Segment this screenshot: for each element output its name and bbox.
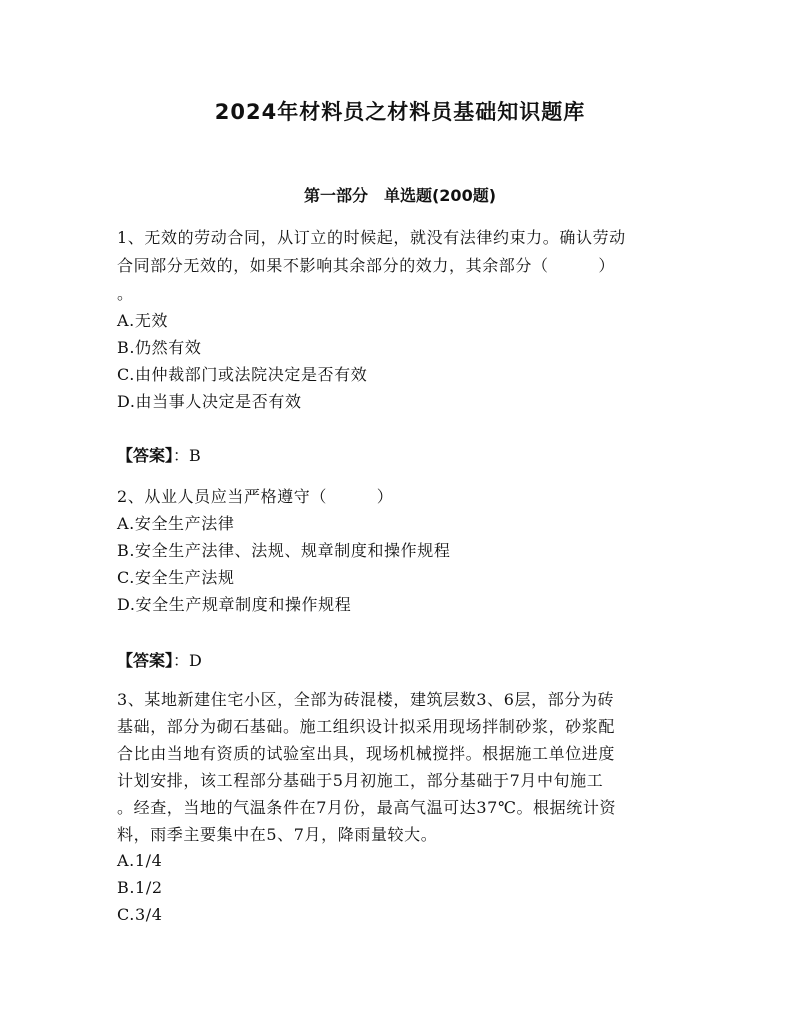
question-1-option-b: B.仍然有效 <box>117 338 202 357</box>
question-3-stem-line: 3、某地新建住宅小区，全部为砖混楼，建筑层数3、6层，部分为砖 <box>117 690 615 709</box>
document-title: 2024年材料员之材料员基础知识题库 <box>214 100 586 124</box>
question-3-stem-line: 合比由当地有资质的试验室出具，现场机械搅拌。根据施工单位进度 <box>117 744 616 763</box>
answer-value: ：D <box>173 651 202 670</box>
answer-label: 【答案】 <box>117 651 174 670</box>
question-2-option-a: A.安全生产法律 <box>117 514 235 533</box>
question-2-stem-line: 2、从业人员应当严格遵守（ ） <box>117 487 394 506</box>
question-3-option-a: A.1/4 <box>117 851 163 870</box>
question-1-option-a: A.无效 <box>117 311 169 330</box>
question-2-option-c: C.安全生产法规 <box>117 568 235 587</box>
question-2-option-d: D.安全生产规章制度和操作规程 <box>117 595 352 614</box>
question-1-stem-line: 1、无效的劳动合同，从订立的时候起，就没有法律约束力。确认劳动 <box>117 228 626 247</box>
question-3-option-c: C.3/4 <box>117 905 163 924</box>
question-3-stem-line: 基础，部分为砌石基础。施工组织设计拟采用现场拌制砂浆，砂浆配 <box>117 717 616 736</box>
question-3-stem-line: 料，雨季主要集中在5、7月，降雨量较大。 <box>117 825 438 844</box>
question-1-option-d: D.由当事人决定是否有效 <box>117 392 302 411</box>
question-2-answer <box>117 648 202 671</box>
question-1-stem-line: 。 <box>117 284 134 303</box>
question-3-stem-line: 计划安排，该工程部分基础于5月初施工，部分基础于7月中旬施工 <box>117 771 604 790</box>
question-1-stem-line: 合同部分无效的，如果不影响其余部分的效力，其余部分（ ） <box>117 256 616 275</box>
question-2-option-b: B.安全生产法律、法规、规章制度和操作规程 <box>117 541 451 560</box>
question-3-stem-line: 。经查，当地的气温条件在7月份，最高气温可达37℃。根据统计资 <box>117 798 617 817</box>
answer-value: ：B <box>173 446 201 465</box>
answer-label: 【答案】 <box>117 446 174 465</box>
question-3-option-b: B.1/2 <box>117 878 163 897</box>
section-title: 第一部分 单选题(200题) <box>303 186 497 205</box>
question-1-option-c: C.由仲裁部门或法院决定是否有效 <box>117 365 368 384</box>
question-1-answer <box>117 443 201 466</box>
